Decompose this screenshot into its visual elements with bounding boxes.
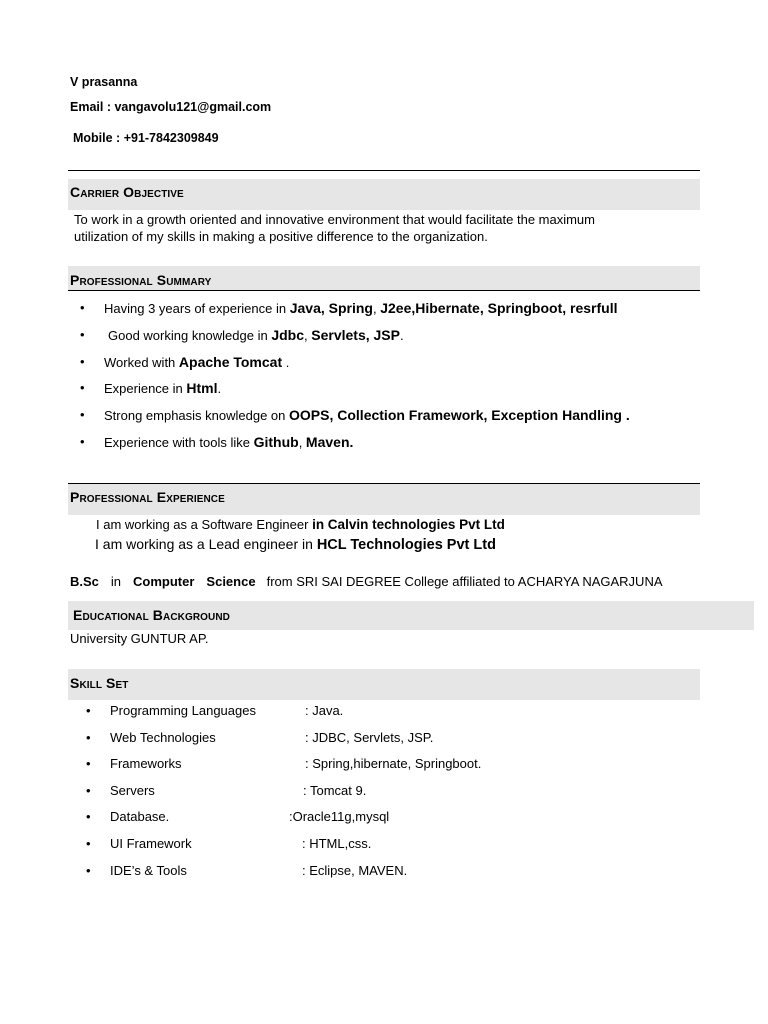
bullet-icon: • — [86, 783, 91, 798]
divider — [68, 170, 700, 171]
skill-value: :Oracle11g,mysql — [289, 809, 390, 824]
experience-company-2: HCL Technologies Pvt Ltd — [316, 537, 496, 553]
summary-item-b2: Maven. — [305, 434, 354, 450]
bullet-icon: • — [86, 703, 91, 718]
bullet-icon: • — [86, 756, 91, 771]
summary-heading: Professional Summary — [70, 272, 212, 288]
experience-line-2-text: I am working as a Lead engineer in — [95, 536, 317, 552]
experience-line-1-text: I am working as a Software Engineer — [96, 517, 313, 532]
skill-value: : Spring,hibernate, Springboot. — [305, 756, 482, 771]
summary-item-mid: , — [298, 435, 306, 450]
objective-heading: Carrier Objective — [70, 184, 184, 200]
skills-heading-band — [68, 669, 700, 700]
bullet-icon: • — [86, 836, 91, 851]
skill-label: Web Technologies — [110, 730, 216, 745]
skill-value: : Eclipse, MAVEN. — [302, 863, 408, 878]
experience-heading: Professional Experience — [70, 489, 225, 505]
summary-item — [104, 380, 221, 396]
degree-line — [70, 574, 663, 589]
degree-field-1: Computer — [133, 574, 195, 589]
experience-company-1: in Calvin technologies Pvt Ltd — [312, 517, 505, 532]
bullet-icon: • — [80, 380, 85, 395]
skill-label: Database. — [110, 809, 170, 824]
degree-in: in — [110, 574, 122, 589]
summary-item-pre: Good working knowledge in — [108, 328, 272, 343]
bullet-icon: • — [80, 327, 85, 342]
skill-label: UI Framework — [110, 836, 192, 851]
skill-value: : HTML,css. — [302, 836, 372, 851]
summary-item-mid: , — [304, 328, 312, 343]
summary-item-b2: J2ee,Hibernate, Springboot, resrfull — [380, 300, 618, 316]
candidate-name: V prasanna — [70, 75, 138, 89]
skill-value: : JDBC, Servlets, JSP. — [305, 730, 434, 745]
summary-item-b1: Html — [186, 380, 218, 396]
degree: B.Sc — [70, 574, 99, 589]
objective-line-2: utilization of my skills in making a positive difference to the organization. — [74, 229, 488, 244]
summary-item-b1: Apache Tomcat — [178, 354, 283, 370]
bullet-icon: • — [80, 354, 85, 369]
summary-item-b1: Github — [253, 434, 299, 450]
summary-item-b1: Java, Spring — [289, 300, 373, 316]
summary-item-b2: Servlets, JSP — [311, 327, 400, 343]
summary-item — [104, 407, 630, 423]
summary-item-pre: Strong emphasis knowledge on — [104, 408, 290, 423]
summary-item-pre: Experience in — [104, 381, 187, 396]
summary-item-b1: Jdbc — [271, 327, 305, 343]
skill-value: : Java. — [305, 703, 344, 718]
mobile-line: Mobile : +91-7842309849 — [73, 131, 219, 145]
university-line: University GUNTUR AP. — [70, 631, 209, 646]
skill-label: Programming Languages — [110, 703, 256, 718]
summary-item-post: . — [282, 355, 290, 370]
experience-line-1 — [96, 517, 505, 532]
summary-item-b1: OOPS, Collection Framework, Exception Handling . — [289, 407, 630, 423]
degree-field-2: Science — [206, 574, 256, 589]
summary-item — [104, 434, 353, 450]
summary-item-pre: Experience with tools like — [104, 435, 254, 450]
summary-item-post: . — [399, 328, 404, 343]
summary-item-pre: Worked with — [104, 355, 179, 370]
experience-line-2 — [95, 536, 496, 553]
bullet-icon: • — [86, 730, 91, 745]
skill-label: IDE’s & Tools — [110, 863, 187, 878]
skill-label: Frameworks — [110, 756, 182, 771]
bullet-icon: • — [86, 809, 91, 824]
summary-item-mid: , — [372, 301, 381, 316]
summary-item-pre: Having 3 years of experience in — [104, 301, 290, 316]
education-heading: Educational Background — [73, 607, 231, 623]
summary-item — [104, 300, 618, 316]
bullet-icon: • — [86, 863, 91, 878]
skill-value: : Tomcat 9. — [303, 783, 367, 798]
email-line: Email : vangavolu121@gmail.com — [70, 100, 272, 114]
skills-heading: Skill Set — [70, 675, 129, 691]
bullet-icon: • — [80, 434, 85, 449]
skill-label: Servers — [110, 783, 155, 798]
summary-item — [104, 354, 289, 370]
summary-item — [108, 327, 404, 343]
objective-line-1: To work in a growth oriented and innovative environment that would facilitate the maximum — [74, 212, 595, 227]
divider — [68, 290, 700, 291]
degree-college: from SRI SAI DEGREE College affiliated to ACHARYA NAGARJUNA — [266, 574, 663, 589]
summary-item-post: . — [217, 381, 222, 396]
bullet-icon: • — [80, 300, 85, 315]
bullet-icon: • — [80, 407, 85, 422]
